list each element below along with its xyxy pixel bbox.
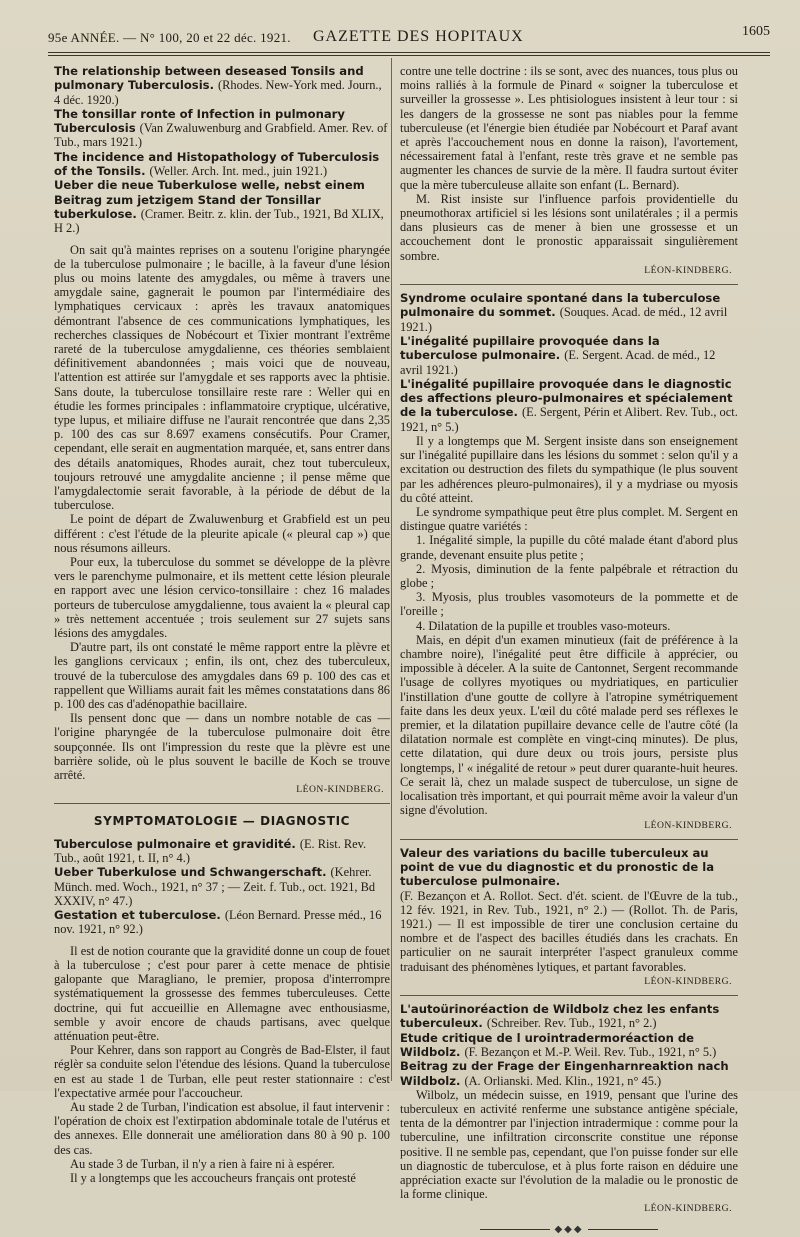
- article-reference: (Léon Bernard. Presse méd., 16 nov. 1921, n° 92.): [54, 908, 382, 937]
- page-number: 1605: [742, 24, 770, 39]
- article-heading: [400, 1031, 738, 1060]
- paragraph: Il y a longtemps que M. Sergent insiste dans son enseignement sur l'inégalité pupillaire dans les lésions du sommet : selon qu'il y a excitation ou destruction des filets du sympathique (le plus souvent par les adhérences pleuro-pulmonaires), il y a mydriase ou myosis du côté atteint.: [400, 434, 738, 505]
- header-rule: [48, 52, 770, 53]
- page-header: [48, 22, 770, 48]
- author-signature: LÉON-KINDBERG.: [644, 264, 732, 276]
- article-heading: [400, 377, 738, 434]
- paragraph: Wilbolz, un médecin suisse, en 1919, pensant que l'urine des tuberculeux en activité renferme une substance antigène spéciale, tenta de la démontrer par l'injection intradermique : comme pour la tuberculine, une infiltration circonscrite constitue une réponse positive. Il ne semble pas, cependant, que l'on puisse fonder sur elle un diagnostic de tuberculose, et à plus forte raison en déduire une appréciation exacte sur l'évolution de la maladie ou le pronostic de la forme clinique.: [400, 1087, 738, 1202]
- paragraph: Pour Kehrer, dans son rapport au Congrès de Bad-Elster, il faut réglèr sa conduite selon l'étendue des lésions. Quand la tuberculose en est au stade 1 de Turban, elle peut rester stationnaire : c'est l'expectative armée pour l'accoucheur.: [54, 1043, 390, 1100]
- paragraph: (F. Bezançon et A. Rollot. Sect. d'ét. scient. de l'Œuvre de la tub., 12 fév. 1921, in Rev. Tub., 1921, n° 2.) — (Rollot. Th. de Paris, 1921.) — Il est impossible de tirer une conclusion certaine du nombre et de l'aspect des bacilles étudiés dans les crachats. En particulier on ne saurait interpréter l'aspect granuleux comme traduisant des phénomènes lytiques, et partant favorables.: [400, 888, 738, 974]
- article-heading: [54, 908, 390, 937]
- article-title: Syndrome oculaire spontané dans la tuberculose pulmonaire du sommet.: [400, 291, 721, 320]
- article-reference: (A. Orlianski. Med. Klin., 1921, n° 45.): [464, 1073, 662, 1088]
- author-signature: LÉON-KINDBERG.: [296, 784, 384, 796]
- paragraph: Au stade 2 de Turban, l'indication est absolue, il faut intervenir : l'opération de choix est l'extirpation abdominale totale de l'utérus et des annexes. Elle donnerait une amélioration dans 80 à 90 p. 100 des cas.: [54, 1100, 390, 1157]
- article-reference: (Schreiber. Rev. Tub., 1921, n° 2.): [486, 1016, 657, 1031]
- article-heading: [54, 150, 390, 179]
- column-divider: [391, 58, 392, 1081]
- right-column: [400, 64, 738, 1237]
- list-item: 1. Inégalité simple, la pupille du côté malade étant d'abord plus grande, devenant ensuite plus petite ;: [400, 533, 738, 562]
- list-item: 2. Myosis, diminution de la fente palpébrale et rétraction du globe ;: [400, 561, 738, 591]
- author-signature: LÉON-KINDBERG.: [644, 819, 732, 831]
- article-heading: [400, 1059, 738, 1088]
- author-signature: LÉON-KINDBERG.: [644, 1203, 732, 1215]
- article-heading: [400, 1002, 738, 1031]
- article-title: Gestation et tuberculose.: [54, 908, 221, 923]
- list-item: 4. Dilatation de la pupille et troubles vaso-moteurs.: [416, 618, 671, 633]
- paragraph: Mais, en dépit d'un examen minutieux (fait de préférence à la chambre noire), l'inégalité peut être difficile à apprécier, ou impossible à déceler. A la suite de Cantonnet, Sergent recommande l'usage de collyres myotiques ou mydriatiques, en particulier l'instillation d'une goutte de collyre à l'atropine symétriquement faite dans les deux yeux. L'œil du côté malade perd ses réflexes le premier, et la dilatation pupillaire devance celle de l'autre côté (la dilatation normale est complète en vingt-cinq minutes). De plus, cette dilatation, qui dure deux ou trois jours, persiste plus longtemps, l' « inégalité de retour » peut durer quarante-huit heures. Ce serait là, chez un malade suspect de tuberculose, un signe de localisation très important, et qui pourrait même avoir la valeur d'un signe d'évolution.: [400, 632, 738, 818]
- author-signature: LÉON-KINDBERG.: [644, 975, 732, 987]
- article-reference: (E. Sergent. Acad. de méd., 12 avril 1921.): [400, 348, 716, 377]
- paragraph: Au stade 3 de Turban, il n'y a rien à faire ni à espérer.: [70, 1156, 335, 1171]
- article-reference: (Rhodes. New-York med. Journ., 4 déc. 1920.): [54, 78, 382, 107]
- issue-info: 95e ANNÉE. — N° 100, 20 et 22 déc. 1921.: [48, 30, 291, 45]
- article-title: Beitrag zu der Frage der Eingenharnreaktion nach Wildbolz.: [400, 1059, 729, 1088]
- article-heading: [54, 865, 390, 908]
- paragraph: Pour eux, la tuberculose du sommet se développe de la plèvre vers le parenchyme pulmonaire, et ils mettent cette lésion pleurale en rapport avec une lésion cervico-tonsillaire : chez 16 malades porteurs de tuberculose amygdalienne, tous avaient la « pleural cap » très nettement accentuée ; trois seulement sur 27 sujets sans lésions des amygdales.: [54, 555, 390, 641]
- article-title: The tonsillar ronte of Infection in pulmonary Tuberculosis: [54, 106, 345, 136]
- article-heading: [54, 837, 390, 866]
- article-heading: [54, 107, 390, 150]
- paragraph: On sait qu'à maintes reprises on a soutenu l'origine pharyngée de la tuberculose pulmonaire ; le bacille, à la faveur d'une lésion plus ou moins latente des amygdales, ou même à travers une amygdale saine, gagnerait le poumon par l'intermédiaire des lymphatiques cervicaux : après les travaux anatomiques démontrant l'absence de ces communications lymphatiques, les recherches classiques de Nobécourt et Tixier montrant l'extrême rareté de la tuberculose amygdalienne, ces théories semblaient définitivement abandonnées ; mais voici que de nouveau, l'attention est attirée sur l'amygdale et ses rapports avec la phtisie. Sans doute, la tuberculose tonsillaire reste rare : Weller qui en étudie les formes principales : inflammatoire cryptique, ulcérative, type lupus, et miliaire diffuse ne l'aurait rencontrée que dans 2,35 p. 100 des cas sur 8.697 examens consécutifs. Pour Cramer, cependant, elle serait en augmentation marquée, et, sans entrer dans des détails anatomiques, Rhodes aurait, chez tout tuberculeux, toujours retrouvé une amygdalite ancienne ; il pense même que l'amygdalectomie serait favorable, à la période de début de la tuberculose.: [54, 242, 390, 513]
- paragraph: Ils pensent donc que — dans un nombre notable de cas — l'origine pharyngée de la tuberculose pulmonaire doit être soupçonnée. Ils ont l'impression du reste que la plèvre est une barrière solide, où le plus souvent le bacille de Koch se trouve arrêté.: [54, 711, 390, 783]
- section-rule: [54, 803, 390, 804]
- article-title: The relationship between deseased Tonsils and pulmonary Tuberculosis.: [54, 64, 364, 93]
- article-title: The incidence and Histopathology of Tuberculosis of the Tonsils.: [54, 149, 380, 179]
- list-item: 3. Myosis, plus troubles vasomoteurs de la pommette et de l'oreille ;: [400, 590, 738, 619]
- article-title: Tuberculose pulmonaire et gravidité.: [54, 836, 296, 851]
- article-reference: (F. Bezançon et M.-P. Weil. Rev. Tub., 1921, n° 5.): [464, 1044, 717, 1059]
- journal-title: GAZETTE DES HOPITAUX: [313, 28, 524, 45]
- paragraph: contre une telle doctrine : ils se sont, avec des nuances, tous plus ou moins ralliés à la formule de Pinard « soigner la tuberculose et surveiller la grossesse ». Les phtisiologues insistent à leur tour : si les dangers de la grossesse ne sont pas niables pour la femme tuberculeuse (et l'énergie bien étudiée par Nobécourt et Paraf avant et après l'accouchement nous en donne la raison), l'avortement, nécessairement fatal à l'enfant, reste très grave et ne semble pas augmenter les chances de survie de la mère. Il faudra surtout éviter que la mère tuberculeuse allaite son enfant (L. Bernard).: [400, 64, 738, 192]
- article-rule: [400, 995, 738, 996]
- end-ornament: ◆◆◆: [400, 1223, 738, 1237]
- header-rule-double: [48, 55, 770, 56]
- article-reference: (Souques. Acad. de méd., 12 avril 1921.): [400, 305, 728, 334]
- paragraph: Il y a longtemps que les accoucheurs français ont protesté: [70, 1171, 356, 1186]
- paragraph: Le point de départ de Zwaluwenburg et Grabfield est un peu différent : c'est l'étude de la pleurite apicale (« pleural cap ») que nous résumons ailleurs.: [54, 512, 390, 555]
- article-reference: (E. Rist. Rev. Tub., août 1921, t. II, n° 4.): [54, 836, 367, 865]
- article-reference: (Van Zwaluwenburg and Grabfield. Amer. Rev. of Tub., mars 1921.): [54, 121, 388, 150]
- paragraph: Le syndrome sympathique peut être plus complet. M. Sergent en distingue quatre variétés :: [400, 505, 738, 534]
- section-heading: SYMPTOMATOLOGIE — DIAGNOSTIC: [93, 814, 351, 829]
- article-reference: (E. Sergent, Périn et Alibert. Rev. Tub., oct. 1921, n° 5.): [400, 405, 738, 434]
- article-reference: (Cramer. Beitr. z. klin. der Tub., 1921, Bd XLIX, H 2.): [54, 206, 384, 236]
- paragraph: D'autre part, ils ont constaté le même rapport entre la plèvre et les ganglions cervicaux ; enfin, ils ont, chez des tuberculeux, trouvé de la tuberculose des amygdales dans 69 p. 100 des cas et rappellent que Williams aurait fait les mêmes constatations dans 86 p. 100 des cas d'adénopathie bacillaire.: [54, 640, 390, 712]
- article-reference: (Weller. Arch. Int. med., juin 1921.): [149, 164, 328, 179]
- article-rule: [400, 839, 738, 840]
- article-heading: [54, 64, 390, 107]
- paragraph: Il est de notion courante que la gravidité donne un coup de fouet à la tuberculose ; c'est pour parer à cette menace de phtisie galopante que Maragliano, le premier, proposa d'interrompre systématiquement la grossesse des femmes tuberculeuses. Cette doctrine, qui fut accueillie en Allemagne avec enthousiasme, semble y avoir encore de chauds partisans, avec quelque atténuation peut-être.: [54, 943, 390, 1043]
- article-title: Ueber Tuberkulose und Schwangerschaft.: [54, 865, 327, 880]
- article-reference: (Kehrer. Münch. med. Woch., 1921, n° 37 ; — Zeit. f. Tub., oct. 1921, Bd XXXIV, n° 47.): [54, 865, 376, 908]
- article-heading: [400, 846, 738, 889]
- article-rule: [400, 284, 738, 285]
- article-heading: [54, 178, 390, 235]
- paragraph: M. Rist insiste sur l'influence parfois providentielle du pneumothorax artificiel si les lésions sont unilatérales ; il a permis dans plusieurs cas de mener à bien une grossesse et un accouchement dont le pronostic apparaissait singulièrement sombre.: [400, 191, 738, 263]
- article-title: L'autoürinoréaction de Wildbolz chez les enfants tuberculeux.: [400, 1002, 720, 1031]
- article-heading: [400, 334, 738, 377]
- article-title: Etude critique de l urointradermoréaction de Wildbolz.: [400, 1030, 695, 1059]
- left-column: [54, 64, 390, 1185]
- article-title: L'inégalité pupillaire provoquée dans la tuberculose pulmonaire.: [400, 333, 660, 363]
- article-title: L'inégalité pupillaire provoquée dans le diagnostic des affections pleuro-pulmonaires et spécialement de la tuberculose.: [400, 376, 733, 420]
- article-title: Ueber die neue Tuberkulose welle, nebst einem Beitrag zum jetzigem Stand der Tonsillar tuberkulose.: [54, 178, 365, 221]
- article-heading: [400, 291, 738, 334]
- article-title: Valeur des variations du bacille tuberculeux au point de vue du diagnostic et du pronostic de la tuberculose pulmonaire.: [400, 845, 715, 889]
